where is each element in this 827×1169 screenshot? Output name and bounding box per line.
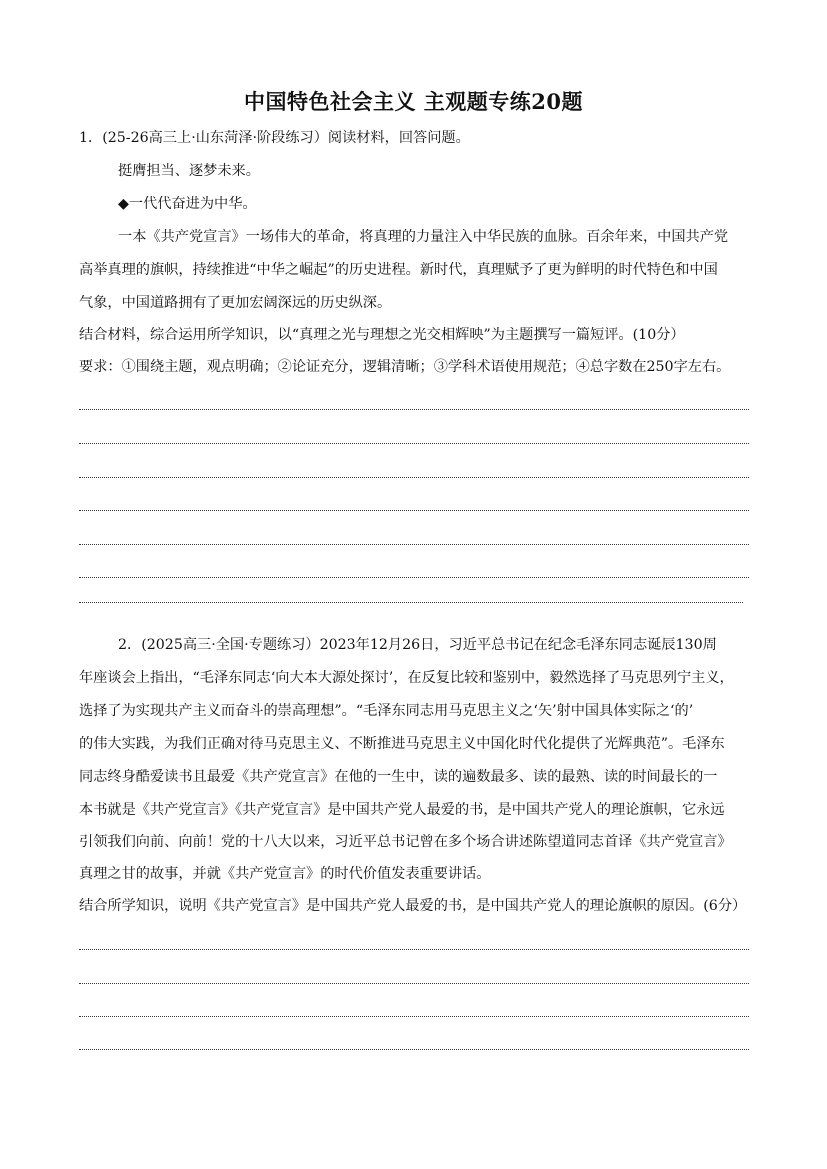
- q2-material-line: 同志终身酷爱读书且最爱《共产党宣言》在他的一生中，读的遍数最多、读的最熟、读的时间最长的一: [79, 769, 718, 785]
- q1-prompt: 结合材料，综合运用所学知识，以“真理之光与理想之光交相辉映”为主题撰写一篇短评。(10分）: [79, 327, 685, 343]
- q1-answer-line[interactable]: [79, 510, 749, 511]
- q2-material-line: 本书就是《共产党宣言》《共产党宣言》是中国共产党人最爱的书，是中国共产党人的理论旗帜，它永远: [79, 802, 725, 818]
- q1-material-line: 一本《共产党宣言》一场伟大的革命，将真理的力量注入中华民族的血脉。百余年来，中国共产党: [118, 229, 729, 245]
- q2-material-line: 引领我们向前、向前！党的十八大以来，习近平总书记曾在多个场合讲述陈望道同志首译《共产党宣言》: [79, 834, 732, 850]
- q2-answer-line[interactable]: [79, 949, 749, 950]
- q2-prompt: 结合所学知识，说明《共产党宣言》是中国共产党人最爱的书，是中国共产党人的理论旗帜的原因。(6分）: [79, 898, 747, 914]
- q2-material-line: 选择了为实现共产主义而奋斗的崇高理想”。“毛泽东同志用马克思主义之‘矢’射中国具体实际之‘的’: [79, 703, 694, 719]
- q1-header: 1．(25-26高三上·山东菏泽·阶段练习）阅读材料，回答问题。: [79, 130, 470, 146]
- q2-answer-line[interactable]: [79, 983, 749, 984]
- q1-material-line: 气象，中国道路拥有了更加宏阔深远的历史纵深。: [79, 295, 392, 311]
- q1-answer-line[interactable]: [79, 443, 749, 444]
- q2-answer-line[interactable]: [79, 1016, 749, 1017]
- q1-answer-line[interactable]: [79, 577, 749, 578]
- q2-material-line: 真理之甘的故事，并就《共产党宣言》的时代价值发表重要讲话。: [79, 866, 491, 882]
- q1-material-line: 高举真理的旗帜，持续推进“中华之崛起”的历史进程。新时代，真理赋予了更为鲜明的时代特色和中国: [79, 262, 718, 278]
- q1-answer-line[interactable]: [79, 409, 749, 410]
- q2-material-line: 年座谈会上指出，“毛泽东同志‘向大本大源处探讨’，在反复比较和鉴别中，毅然选择了马克思列宁主义，: [79, 670, 734, 686]
- q1-answer-line[interactable]: [79, 477, 749, 478]
- q1-answer-line[interactable]: [79, 602, 743, 603]
- q1-answer-line[interactable]: [79, 544, 749, 545]
- page-title: 中国特色社会主义 主观题专练20题: [243, 89, 584, 114]
- q1-requirements: 要求：①围绕主题，观点明确；②论证充分，逻辑清晰；③学科术语使用规范；④总字数在250字左右。: [79, 359, 731, 375]
- q2-material-line: 的伟大实践，为我们正确对待马克思主义、不断推进马克思主义中国化时代化提供了光辉典范”。毛泽东: [79, 736, 725, 752]
- q1-material-line: ◆一代代奋进为中华。: [118, 196, 257, 212]
- q2-header: 2．(2025高三·全国·专题练习）2023年12月26日，习近平总书记在纪念毛泽东同志诞辰130周: [118, 637, 717, 653]
- q1-material-line: 挺膺担当、逐梦未来。: [118, 163, 260, 179]
- q2-answer-line[interactable]: [79, 1049, 749, 1050]
